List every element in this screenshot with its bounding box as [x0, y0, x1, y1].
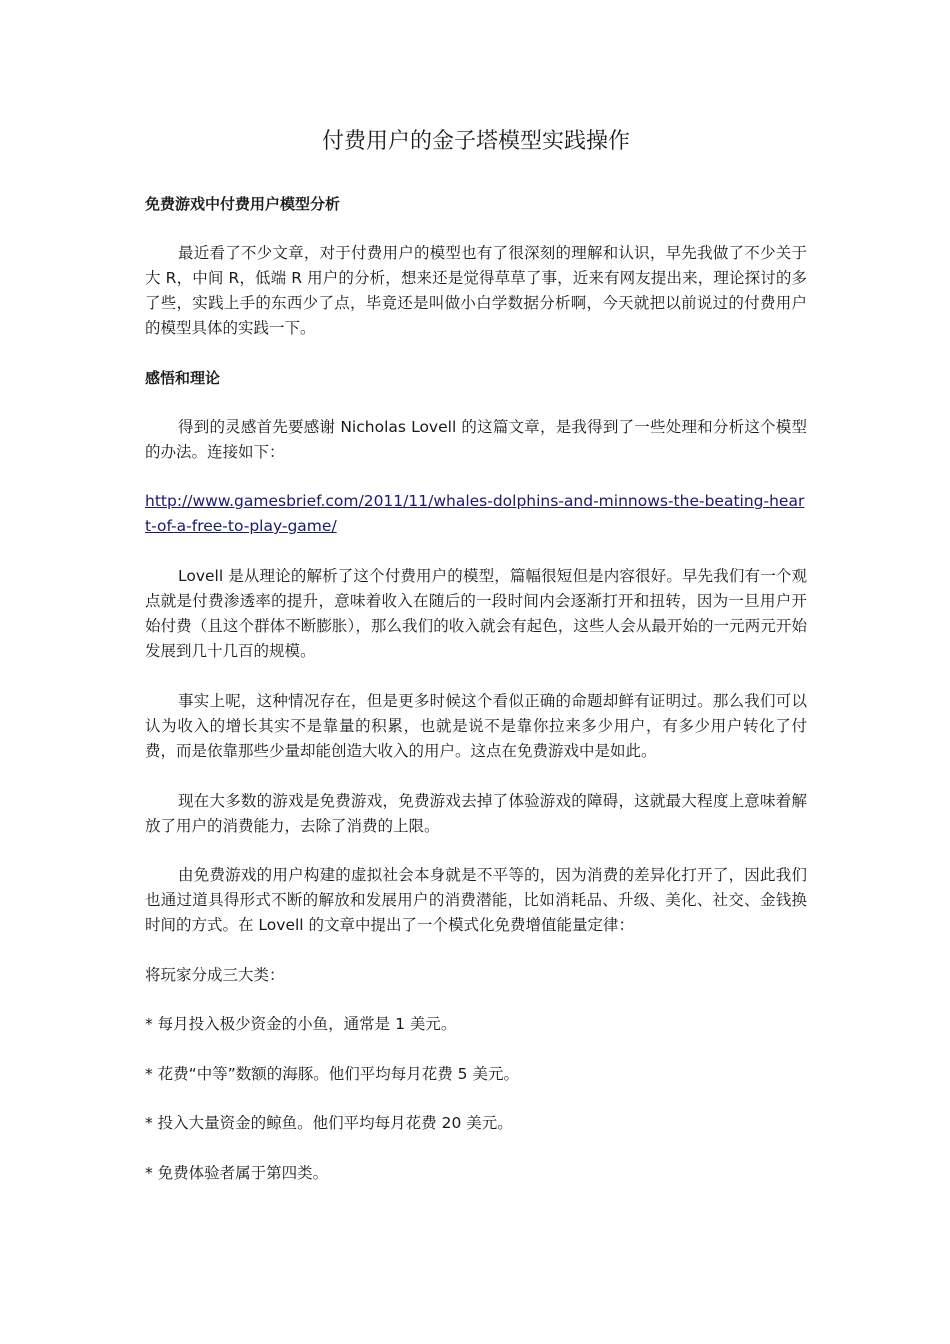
paragraph-intro: 最近看了不少文章，对于付费用户的模型也有了很深刻的理解和认识，早先我做了不少关于大 R，中间 R，低端 R 用户的分析，想来还是觉得草草了事，近来有网友提出来，理论探讨的多了些，实践上手的东西少了点，毕竟还是叫做小白学数据分析啊，今天就把以前说过的付费用户的模型具体的实践一下。 — [145, 244, 807, 337]
list-item: * 投入大量资金的鲸鱼。他们平均每月花费 20 美元。 — [145, 1114, 513, 1132]
paragraph-reality: 事实上呢，这种情况存在，但是更多时候这个看似正确的命题却鲜有证明过。那么我们可以认为收入的增长其实不是靠量的积累，也就是说不是靠你拉来多少用户，有多少用户转化了付费，而是依靠那些少量却能创造大收入的用户。这点在免费游戏中是如此。 — [145, 692, 807, 760]
section-heading-insight-theory: 感悟和理论 — [145, 369, 221, 387]
document-title: 付费用户的金子塔模型实践操作 — [321, 129, 630, 154]
gamesbrief-article-link[interactable]: http://www.gamesbrief.com/2011/11/whales-dolphins-and-minnows-the-beating-heart-of-a-free-to-play-game/ — [145, 492, 805, 535]
paragraph-lovell-theory: Lovell 是从理论的解析了这个付费用户的模型，篇幅很短但是内容很好。早先我们有一个观点就是付费渗透率的提升，意味着收入在随后的一段时间内会逐渐打开和扭转，因为一旦用户开始付费（且这个群体不断膨胀），那么我们的收入就会有起色，这些人会从最开始的一元两元开始发展到几十几百的规模。 — [145, 567, 807, 660]
paragraph-free-games: 现在大多数的游戏是免费游戏，免费游戏去掉了体验游戏的障碍，这就最大程度上意味着解放了用户的消费能力，去除了消费的上限。 — [145, 792, 807, 835]
paragraph-virtual-society: 由免费游戏的用户构建的虚拟社会本身就是不平等的，因为消费的差异化打开了，因此我们也通过道具得形式不断的解放和发展用户的消费潜能，比如消耗品、升级、美化、社交、金钱换时间的方式。在 Lovell 的文章中提出了一个模式化免费增值能量定律： — [145, 866, 807, 934]
section-heading-free-game-model: 免费游戏中付费用户模型分析 — [145, 195, 341, 213]
list-item: * 花费“中等”数额的海豚。他们平均每月花费 5 美元。 — [145, 1065, 519, 1083]
list-item: * 每月投入极少资金的小鱼，通常是 1 美元。 — [145, 1015, 457, 1033]
list-item: * 免费体验者属于第四类。 — [145, 1164, 329, 1182]
paragraph-inspiration: 得到的灵感首先要感谢 Nicholas Lovell 的这篇文章，是我得到了一些处理和分析这个模型的办法。连接如下： — [145, 418, 807, 461]
paragraph-player-categories: 将玩家分成三大类： — [145, 966, 285, 984]
link-paragraph — [145, 489, 807, 539]
